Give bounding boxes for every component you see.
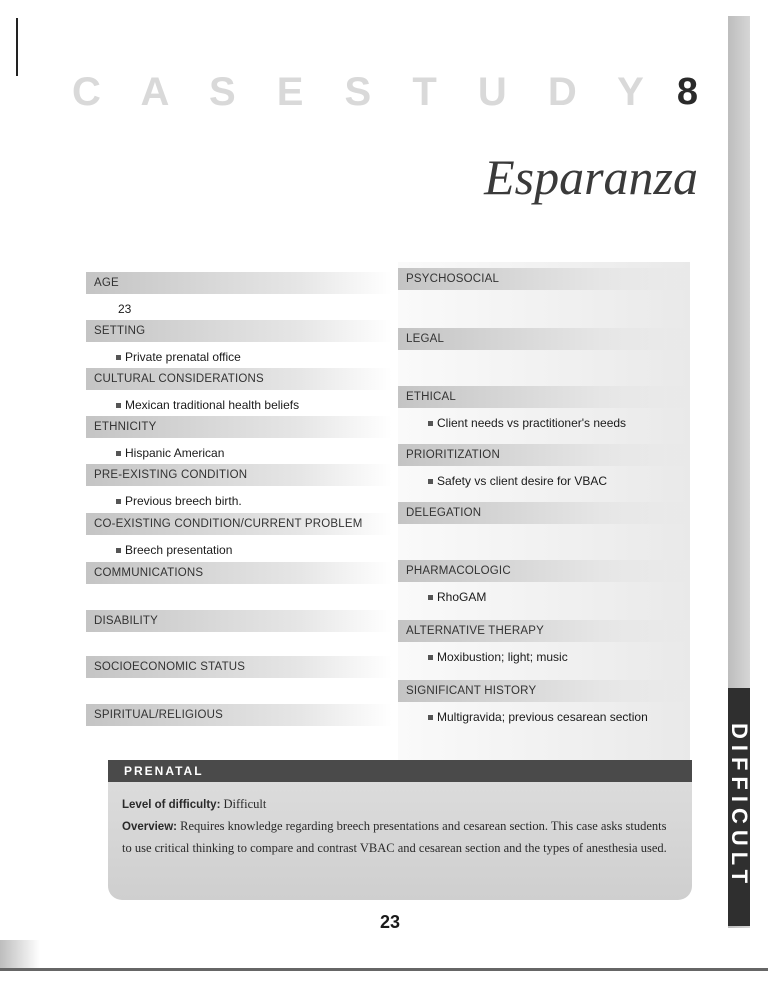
section-age [86,272,392,316]
bullet-icon [428,479,433,484]
list-item: Multigravida; previous cesarean section [398,710,690,724]
bullet-icon [428,715,433,720]
list-item: Hispanic American [86,446,392,460]
section-heading: ETHNICITY [86,416,392,438]
section-heading: PRE-EXISTING CONDITION [86,464,392,486]
bullet-icon [428,421,433,426]
section-heading: CULTURAL CONSIDERATIONS [86,368,392,390]
age-value: 23 [118,302,132,316]
section-communications [86,562,392,584]
section-heading: COMMUNICATIONS [86,562,392,584]
list-item: Previous breech birth. [86,494,392,508]
bullet-icon [116,355,121,360]
margin-rule [16,18,18,76]
bullet-icon [116,499,121,504]
prenatal-body [108,782,692,859]
section-spiritual [86,704,392,726]
case-study-word: C A S E S T U D Y [71,69,659,114]
bottom-shade [0,940,40,970]
page-number: 23 [379,912,401,932]
section-prioritization [398,444,690,488]
section-setting [86,320,392,364]
list-item: Client needs vs practitioner's needs [398,416,690,430]
list-item: Moxibustion; light; music [398,650,690,664]
list-item: RhoGAM [398,590,690,604]
bullet-icon [116,403,121,408]
bullet-icon [428,655,433,660]
overview-text: Requires knowledge regarding breech presentations and cesarean section. This case asks students to use critical thinking to compare and contrast VBAC and cesarean section and the types of anesthesia used. [122,819,667,855]
prenatal-heading: PRENATAL [108,760,692,782]
section-heading: PSYCHOSOCIAL [398,268,690,290]
section-heading: SOCIOECONOMIC STATUS [86,656,392,678]
bullet-icon [116,451,121,456]
difficulty-line [122,794,678,816]
section-heading: SPIRITUAL/RELIGIOUS [86,704,392,726]
section-heading: DISABILITY [86,610,392,632]
list-item: Breech presentation [86,543,392,557]
section-alternative-therapy [398,620,690,664]
section-heading: AGE [86,272,392,294]
bullet-icon [116,548,121,553]
difficulty-label: Level of difficulty: [122,799,221,811]
section-heading: SETTING [86,320,392,342]
section-heading: ETHICAL [398,386,690,408]
section-disability [86,610,392,632]
difficulty-value: Difficult [223,797,267,811]
bullet-icon [428,595,433,600]
section-socioeconomic [86,656,392,678]
section-heading: PHARMACOLOGIC [398,560,690,582]
section-heading: LEGAL [398,328,690,350]
section-significant-history [398,680,690,724]
section-ethical [398,386,690,430]
section-co-existing [86,513,392,557]
section-pharmacologic [398,560,690,604]
bottom-rule [0,968,768,971]
section-ethnicity [86,416,392,460]
section-pre-existing [86,464,392,508]
list-item: Safety vs client desire for VBAC [398,474,690,488]
section-heading: PRIORITIZATION [398,444,690,466]
case-study-heading [71,69,698,114]
case-number: 8 [676,70,698,113]
section-heading: DELEGATION [398,502,690,524]
section-delegation [398,502,690,524]
list-item: Mexican traditional health beliefs [86,398,392,412]
section-cultural [86,368,392,412]
overview-label: Overview: [122,821,177,833]
list-item: Private prenatal office [86,350,392,364]
section-heading: SIGNIFICANT HISTORY [398,680,690,702]
page-title: Esparanza [484,149,698,205]
section-heading: ALTERNATIVE THERAPY [398,620,690,642]
section-legal [398,328,690,350]
difficulty-side-label: DIFFICULT [727,722,753,890]
section-psychosocial [398,268,690,290]
right-column [398,262,690,762]
prenatal-box [108,760,692,900]
overview-line [122,816,678,859]
section-heading: CO-EXISTING CONDITION/CURRENT PROBLEM [86,513,392,535]
